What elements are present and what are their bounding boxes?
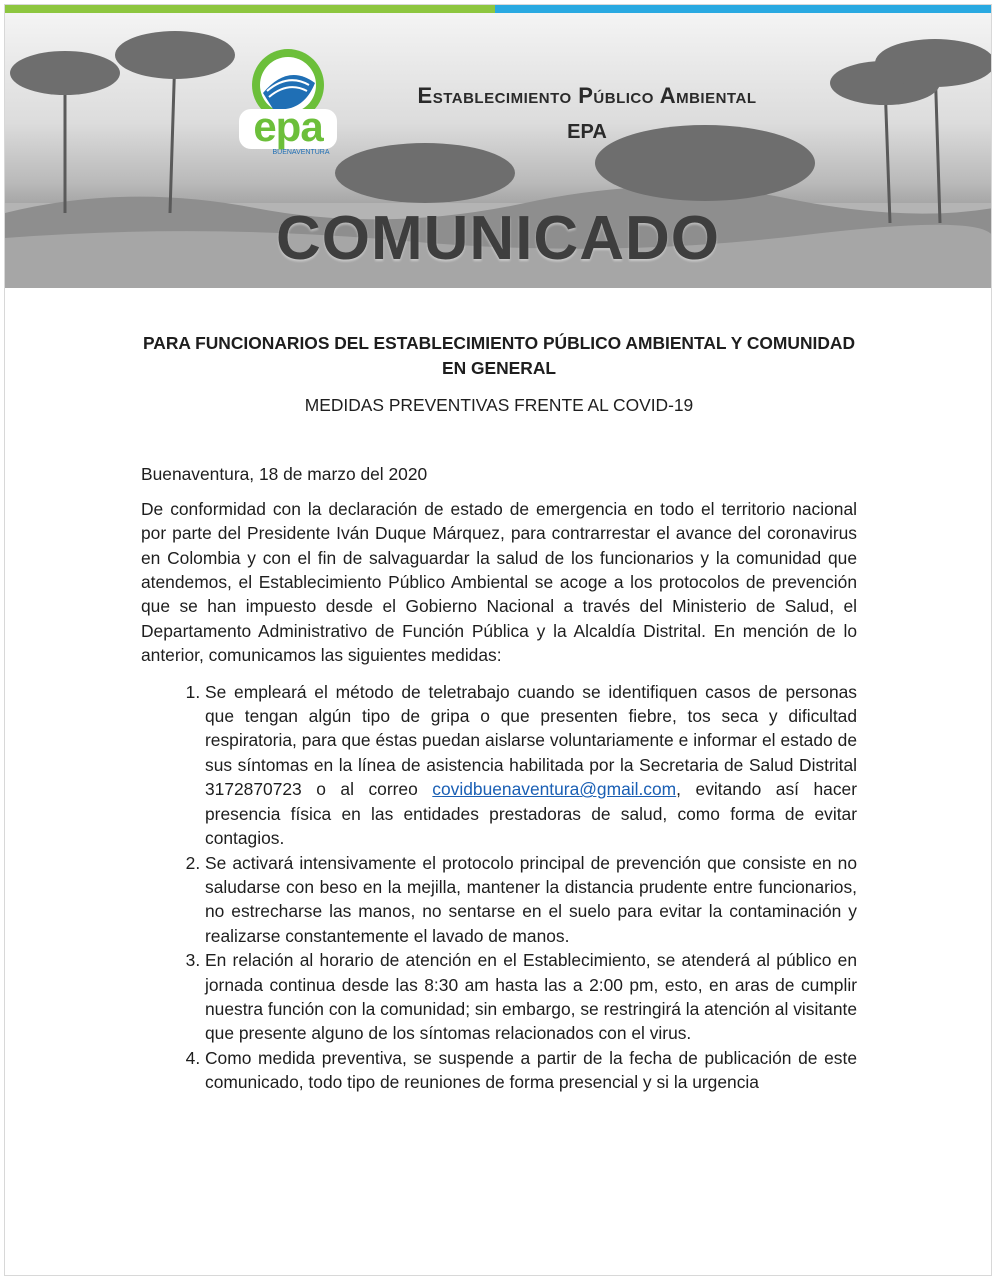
epa-logo	[233, 43, 343, 173]
dateline: Buenaventura, 18 de marzo del 2020	[141, 464, 428, 485]
list-item: 2. Se activará intensivamente el protocolo principal de prevención que consiste en no saludarse con beso en la mejilla, mantener la distancia prudente entre funcionarios, no estrecharse las manos, no sentarse en el suelo para evitar la contaminación y realizarse constantemente el lavado de manos.	[205, 851, 857, 949]
measures-list	[141, 680, 857, 1095]
item-1-text: Se empleará el método de teletrabajo cuando se identifiquen casos de personas que tengan algún tipo de gripa o que presenten fiebre, tos seca y dificultad respiratoria, para que éstas puedan aislarse voluntariamente e informar el estado de sus síntomas en la línea de asistencia habilitada por la Secretaria de Salud Distrital 3172870723 o al correo	[205, 681, 857, 800]
logo-subtext: BUENAVENTURA	[272, 149, 330, 156]
logo-text: epa	[253, 103, 323, 150]
document-heading: PARA FUNCIONARIOS DEL ESTABLECIMIENTO PÚBLICO AMBIENTAL Y COMUNIDAD EN GENERAL	[142, 333, 856, 378]
intro-paragraph: De conformidad con la declaración de estado de emergencia en todo el territorio nacional por parte del Presidente Iván Duque Márquez, para contrarrestar el avance del coronavirus en Colombia y con el fin de salvaguardar la salud de los funcionarios y la comunidad que atendemos, el Establecimiento Público Ambiental se acoge a los protocolos de prevención que se han impuesto desde el Gobierno Nacional a través del Ministerio de Salud, el Departamento Administrativo de Función Pública y la Alcaldía Distrital. En mención de lo anterior, comunicamos las siguientes medidas:	[141, 498, 857, 666]
document-page	[4, 4, 992, 1276]
list-item: 3. En relación al horario de atención en el Establecimiento, se atenderá al público en jornada continua desde las 8:30 am hasta las a 2:00 pm, esto, en aras de cumplir nuestra función con la comunidad; sin embargo, se restringirá la atención al visitante que presente alguno de los síntomas relacionados con el virus.	[205, 948, 857, 1046]
document-subheading: MEDIDAS PREVENTIVAS FRENTE AL COVID-19	[304, 395, 694, 415]
top-bar-green	[5, 5, 495, 13]
list-item	[205, 680, 857, 851]
header-title: Establecimiento Público Ambiental	[417, 83, 757, 108]
item-1-text-end: , evitando así hacer presencia física en las entidades prestadoras de salud, como forma de evitar contagios.	[205, 779, 858, 849]
header-banner	[5, 13, 991, 288]
top-bar-blue	[495, 5, 991, 13]
email-link[interactable]: covidbuenaventura@gmail.com	[432, 779, 677, 800]
document-body	[141, 325, 857, 1095]
header-subtitle: EPA	[567, 121, 607, 143]
list-item: 4. Como medida preventiva, se suspende a partir de la fecha de publicación de este comunicado, todo tipo de reuniones de forma presencial y si la urgencia	[205, 1046, 857, 1095]
comunicado-banner: COMUNICADO	[276, 204, 720, 273]
top-color-bar	[5, 5, 991, 13]
